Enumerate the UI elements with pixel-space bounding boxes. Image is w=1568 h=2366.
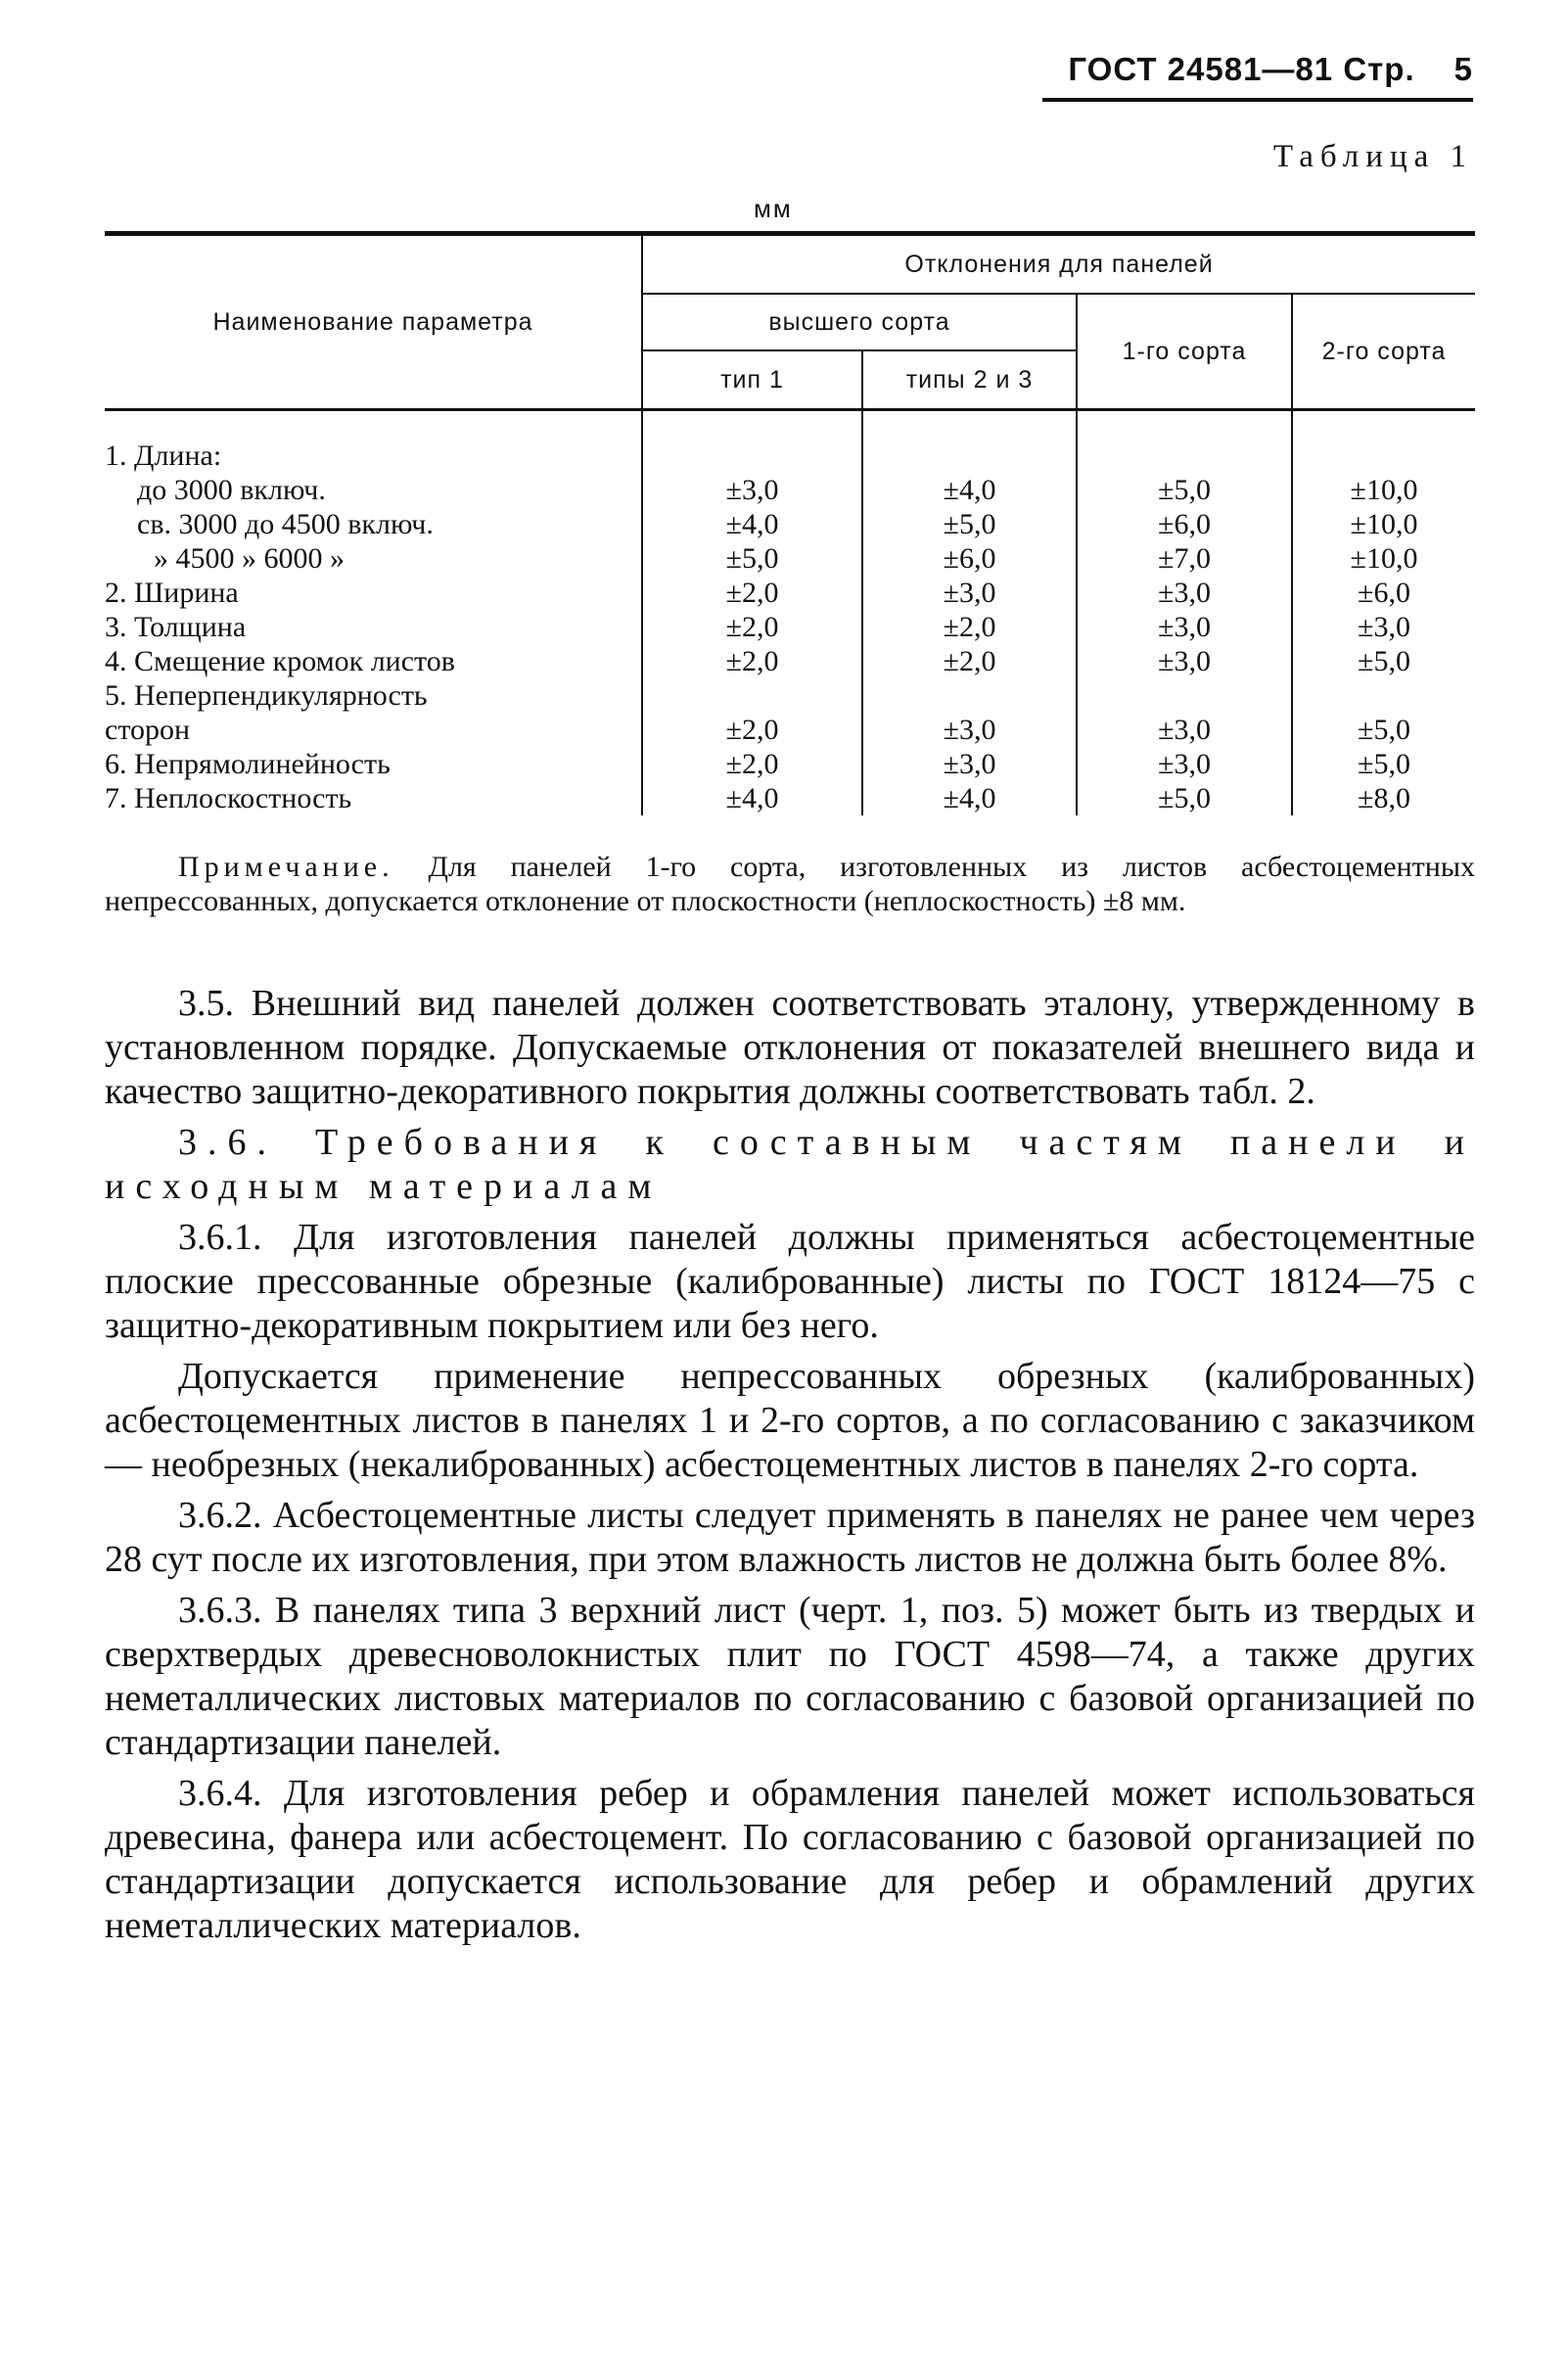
value-type1: ±2,0 bbox=[642, 610, 862, 644]
value-type1: ±4,0 bbox=[642, 781, 862, 815]
paragraph-3-6-2: 3.6.2. Асбестоцементные листы следует применять в панелях не ранее чем через 28 сут после их изготовления, при этом влажность листов не должна быть более 8%. bbox=[105, 1495, 1475, 1580]
param-name: сторон bbox=[105, 714, 191, 746]
table-row bbox=[105, 507, 1475, 541]
value-type23: ±2,0 bbox=[862, 610, 1077, 644]
value-type23 bbox=[862, 678, 1077, 713]
value-type23: ±4,0 bbox=[862, 781, 1077, 815]
value-grade1: ±5,0 bbox=[1077, 781, 1292, 815]
value-grade2: ±3,0 bbox=[1292, 610, 1475, 644]
value-grade2: ±5,0 bbox=[1292, 747, 1475, 781]
value-type23 bbox=[862, 439, 1077, 473]
value-grade2 bbox=[1292, 439, 1475, 473]
page-number: 5 bbox=[1453, 51, 1473, 87]
paragraph-3-5: 3.5. Внешний вид панелей должен соответствовать эталону, утвержденному в установленном порядке. Допускаемые отклонения от показателей внешнего вида и качество защитно-декоративного покрытия должны соответствовать табл. 2. bbox=[105, 983, 1475, 1112]
page-header bbox=[1042, 51, 1473, 102]
units-label: мм bbox=[754, 194, 793, 223]
table-row bbox=[105, 678, 1475, 713]
table-row bbox=[105, 473, 1475, 507]
header-deviation-group: Отклонения для панелей bbox=[642, 234, 1475, 295]
value-grade2: ±6,0 bbox=[1292, 576, 1475, 610]
value-type1: ±2,0 bbox=[642, 644, 862, 678]
value-type1: ±2,0 bbox=[642, 576, 862, 610]
table-row bbox=[105, 781, 1475, 815]
param-name: 5. Неперпендикулярность bbox=[105, 679, 428, 712]
value-grade2: ±5,0 bbox=[1292, 713, 1475, 747]
paragraph-3-6-1-continued: Допускается применение непрессованных обрезных (калиброванных) асбестоцементных листов в панелях 1 и 2-го сортов, а по согласованию с заказчиком — необрезных (некалиброванных) асбестоцементных листов в панелях 2-го сорта. bbox=[105, 1356, 1475, 1485]
header-top-grade: высшего сорта bbox=[642, 294, 1077, 350]
value-type1 bbox=[642, 678, 862, 713]
value-type23: ±3,0 bbox=[862, 576, 1077, 610]
param-name: 7. Неплоскостность bbox=[105, 782, 352, 814]
param-name: 1. Длина: bbox=[105, 440, 222, 472]
param-name: св. 3000 до 4500 включ. bbox=[137, 508, 434, 540]
page-label: Стр. bbox=[1343, 51, 1415, 87]
value-grade1: ±3,0 bbox=[1077, 610, 1292, 644]
header-type-1: тип 1 bbox=[642, 350, 862, 410]
value-type1: ±2,0 bbox=[642, 747, 862, 781]
value-grade1: ±7,0 bbox=[1077, 541, 1292, 576]
table-row bbox=[105, 439, 1475, 473]
param-name: 3. Толщина bbox=[105, 611, 247, 643]
table-label: Таблица 1 bbox=[1272, 139, 1473, 174]
value-grade1: ±3,0 bbox=[1077, 747, 1292, 781]
standard-number: ГОСТ 24581—81 bbox=[1068, 51, 1334, 87]
note-label: Примечание. bbox=[178, 851, 394, 883]
header-grade-2: 2-го сорта bbox=[1292, 294, 1475, 410]
value-type23: ±2,0 bbox=[862, 644, 1077, 678]
paragraph-3-6-4: 3.6.4. Для изготовления ребер и обрамления панелей может использоваться древесина, фанера или асбестоцемент. По согласованию с базовой организацией по стандартизации допускается использование для ребер и обрамлений других неметаллических материалов. bbox=[105, 1773, 1475, 1946]
paragraph-3-6-1: 3.6.1. Для изготовления панелей должны применяться асбестоцементные плоские прессованные обрезные (калиброванные) листы по ГОСТ 18124—75 с защитно-декоративным покрытием или без него. bbox=[105, 1217, 1475, 1346]
table-note bbox=[105, 850, 1475, 918]
value-grade2: ±10,0 bbox=[1292, 541, 1475, 576]
value-grade1 bbox=[1077, 439, 1292, 473]
value-grade1: ±6,0 bbox=[1077, 507, 1292, 541]
value-type1 bbox=[642, 439, 862, 473]
table-row bbox=[105, 644, 1475, 678]
table-row bbox=[105, 610, 1475, 644]
value-type1: ±3,0 bbox=[642, 473, 862, 507]
table-row bbox=[105, 541, 1475, 576]
value-type23: ±4,0 bbox=[862, 473, 1077, 507]
param-name: 6. Непрямолинейность bbox=[105, 748, 391, 780]
value-grade1: ±3,0 bbox=[1077, 644, 1292, 678]
value-grade2 bbox=[1292, 678, 1475, 713]
value-type1: ±5,0 bbox=[642, 541, 862, 576]
value-type23: ±5,0 bbox=[862, 507, 1077, 541]
value-grade1: ±5,0 bbox=[1077, 473, 1292, 507]
table-row bbox=[105, 576, 1475, 610]
value-grade1 bbox=[1077, 678, 1292, 713]
table-row bbox=[105, 713, 1475, 747]
value-type1: ±2,0 bbox=[642, 713, 862, 747]
value-grade2: ±10,0 bbox=[1292, 473, 1475, 507]
header-type-2-3: типы 2 и 3 bbox=[862, 350, 1077, 410]
note-text: Для панелей 1-го сорта, изготовленных из листов асбестоцементных непрессованных, допускается отклонение от плоскостности (неплоскостность) ±8 мм. bbox=[105, 851, 1476, 917]
param-name: 4. Смещение кромок листов bbox=[105, 645, 455, 677]
value-type23: ±3,0 bbox=[862, 747, 1077, 781]
header-grade-1: 1-го сорта bbox=[1077, 294, 1292, 410]
header-param: Наименование параметра bbox=[105, 234, 642, 410]
value-grade2: ±5,0 bbox=[1292, 644, 1475, 678]
param-name: до 3000 включ. bbox=[137, 474, 326, 506]
value-type23: ±3,0 bbox=[862, 713, 1077, 747]
value-grade1: ±3,0 bbox=[1077, 576, 1292, 610]
deviations-table bbox=[105, 231, 1475, 815]
table-row bbox=[105, 747, 1475, 781]
value-type1: ±4,0 bbox=[642, 507, 862, 541]
paragraph-3-6-3: 3.6.3. В панелях типа 3 верхний лист (черт. 1, поз. 5) может быть из твердых и сверхтвердых древесноволокнистых плит по ГОСТ 4598—74, а также других неметаллических листовых материалов по согласованию с базовой организацией по стандартизации панелей. bbox=[105, 1590, 1475, 1763]
value-type23: ±6,0 bbox=[862, 541, 1077, 576]
value-grade2: ±8,0 bbox=[1292, 781, 1475, 815]
param-name: 2. Ширина bbox=[105, 577, 239, 609]
value-grade1: ±3,0 bbox=[1077, 713, 1292, 747]
body-text bbox=[105, 982, 1475, 1955]
param-name: » 4500 » 6000 » bbox=[154, 542, 345, 575]
value-grade2: ±10,0 bbox=[1292, 507, 1475, 541]
section-heading-3-6: 3.6. Требования к составным частям панели и исходным материалам bbox=[105, 1122, 1475, 1207]
